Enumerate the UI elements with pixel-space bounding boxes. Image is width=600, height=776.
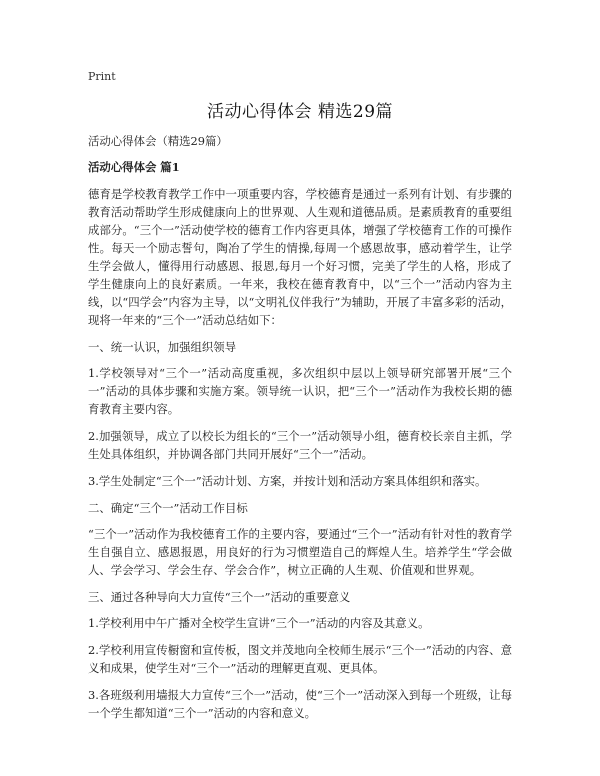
paragraph-6: 2.学校利用宣传橱窗和宣传板，图文并茂地向全校师生展示“三个一”活动的内容、意义和成果，使学生对“三个一”活动的理解更直观、更具体。 — [88, 643, 512, 675]
paragraph-2: 2.加强领导，成立了以校长为组长的“三个一”活动领导小组，德育校长亲自主抓，学生处具体组织，并协调各部门共同开展好“三个一”活动。 — [88, 429, 512, 461]
section-title: 活动心得体会 篇1 — [88, 160, 180, 174]
intro-paragraph: 德育是学校教育教学工作中一项重要内容，学校德育是通过一系列有计划、有步骤的教育活动帮助学生形成健康向上的世界观、人生观和道德品质。是素质教育的重要组成部分。“三个一”活动使学校的德育工作内容更具体，增强了学校德育工作的可操作性。每天一个励志誓句，陶冶了学生的情操,每周一个感恩故事，感动着学生，让学生学会做人，懂得用行动感恩、报恩,每月一个好习惯，完美了学生的人格，形成了学生健康向上的良好素质。一年来，我校在德育教育中，以“三个一”活动内容为主线，以“四学会”内容为主导，以“文明礼仪伴我行”为辅助，开展了丰富多彩的活动，现将一年来的“三个一”活动总结如下： — [88, 187, 512, 327]
heading-2: 二、确定“三个一”活动工作目标 — [88, 501, 248, 515]
paragraph-5: 1.学校利用中午广播对全校学生宣讲“三个一”活动的内容及其意义。 — [88, 616, 430, 630]
heading-3: 三、通过各种导向大力宣传“三个一”活动的重要意义 — [88, 590, 351, 604]
document-title: 活动心得体会 精选29篇 — [206, 102, 394, 122]
paragraph-3: 3.学生处制定“三个一”活动计划、方案，并按计划和活动方案具体组织和落实。 — [88, 474, 487, 488]
paragraph-1: 1.学校领导对“三个一”活动高度重视，多次组织中层以上领导研究部署开展“三个一”活动的具体步骤和实施方案。领导统一认识，把“三个一”活动作为我校长期的德育教育主要内容。 — [88, 366, 512, 416]
paragraph-7: 3.各班级利用墙报大力宣传“三个一”活动，使“三个一”活动深入到每一个班级，让每一个学生都知道“三个一”活动的内容和意义。 — [88, 688, 512, 720]
document-subtitle: 活动心得体会（精选29篇） — [88, 134, 228, 148]
print-link[interactable]: Print — [88, 70, 116, 83]
heading-1: 一、统一认识，加强组织领导 — [88, 340, 237, 354]
document-body — [88, 132, 512, 731]
paragraph-4: “三个一”活动作为我校德育工作的主要内容，要通过“三个一”活动有针对性的教育学生自强自立、感恩报恩，用良好的行为习惯塑造自己的辉煌人生。培养学生“学会做人、学会学习、学会生存、学会合作”，树立正确的人生观、价值观和世界观。 — [88, 527, 512, 577]
